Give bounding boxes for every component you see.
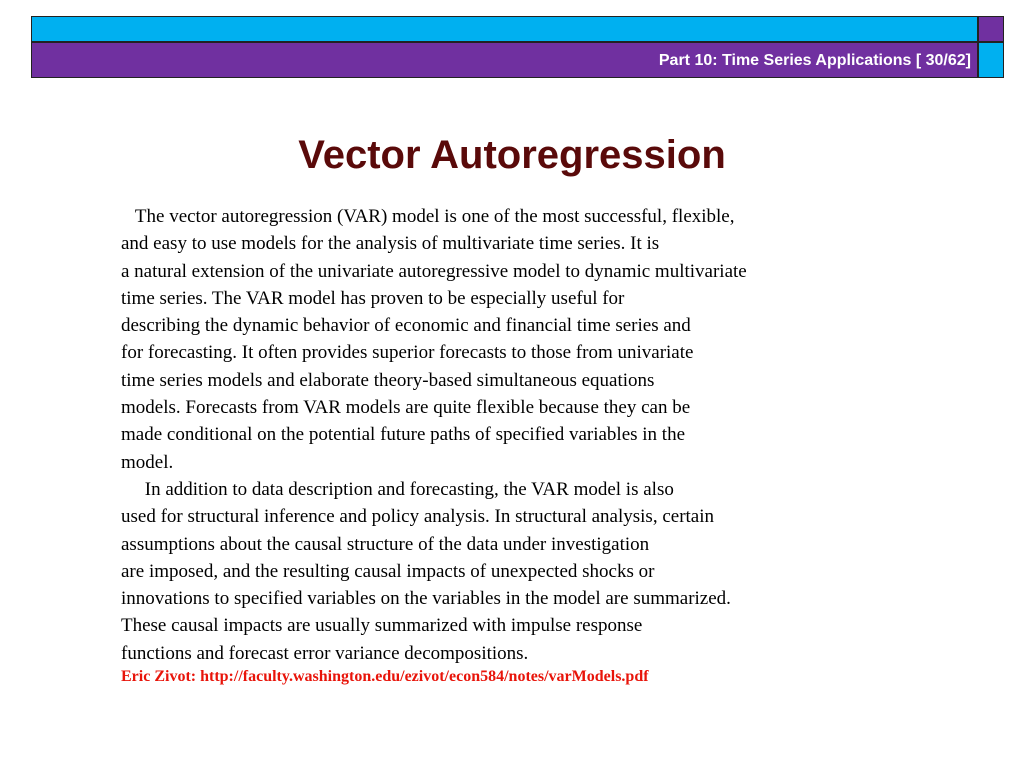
- header-corner-square-top: [978, 16, 1004, 42]
- body-line: In addition to data description and forecasting, the VAR model is also: [121, 478, 674, 500]
- body-line: a natural extension of the univariate autoregressive model to dynamic multivariate: [121, 260, 747, 282]
- body-line: models. Forecasts from VAR models are quite flexible because they can be: [121, 397, 691, 419]
- body-line: These causal impacts are usually summarized with impulse response: [121, 615, 643, 637]
- header-bar-bottom: [31, 42, 978, 78]
- body-line: innovations to specified variables on the variables in the model are summarized.: [121, 588, 731, 610]
- body-line: The vector autoregression (VAR) model is one of the most successful, flexible,: [121, 206, 735, 227]
- slide-body: [121, 203, 921, 667]
- body-line: time series models and elaborate theory-based simultaneous equations: [121, 369, 655, 391]
- body-line: functions and forecast error variance decompositions.: [121, 642, 529, 664]
- body-line: are imposed, and the resulting causal impacts of unexpected shocks or: [121, 560, 655, 582]
- body-line: time series. The VAR model has proven to be especially useful for: [121, 287, 625, 309]
- slide-title: Vector Autoregression: [298, 133, 726, 177]
- header-bar-top: [31, 16, 978, 42]
- body-line: used for structural inference and policy analysis. In structural analysis, certain: [121, 506, 715, 528]
- body-line: for forecasting. It often provides superior forecasts to those from univariate: [121, 342, 694, 364]
- body-line: model.: [121, 451, 174, 473]
- body-line: and easy to use models for the analysis of multivariate time series. It is: [121, 233, 660, 255]
- source-citation: Eric Zivot: http://faculty.washington.edu/ezivot/econ584/notes/varModels.pdf: [121, 668, 649, 685]
- body-line: assumptions about the causal structure of the data under investigation: [121, 533, 650, 555]
- slide-label: Part 10: Time Series Applications [ 30/62]: [658, 52, 971, 69]
- body-line: made conditional on the potential future paths of specified variables in the: [121, 424, 686, 446]
- header-corner-square-bottom: [978, 42, 1004, 78]
- body-line: describing the dynamic behavior of economic and financial time series and: [121, 315, 691, 337]
